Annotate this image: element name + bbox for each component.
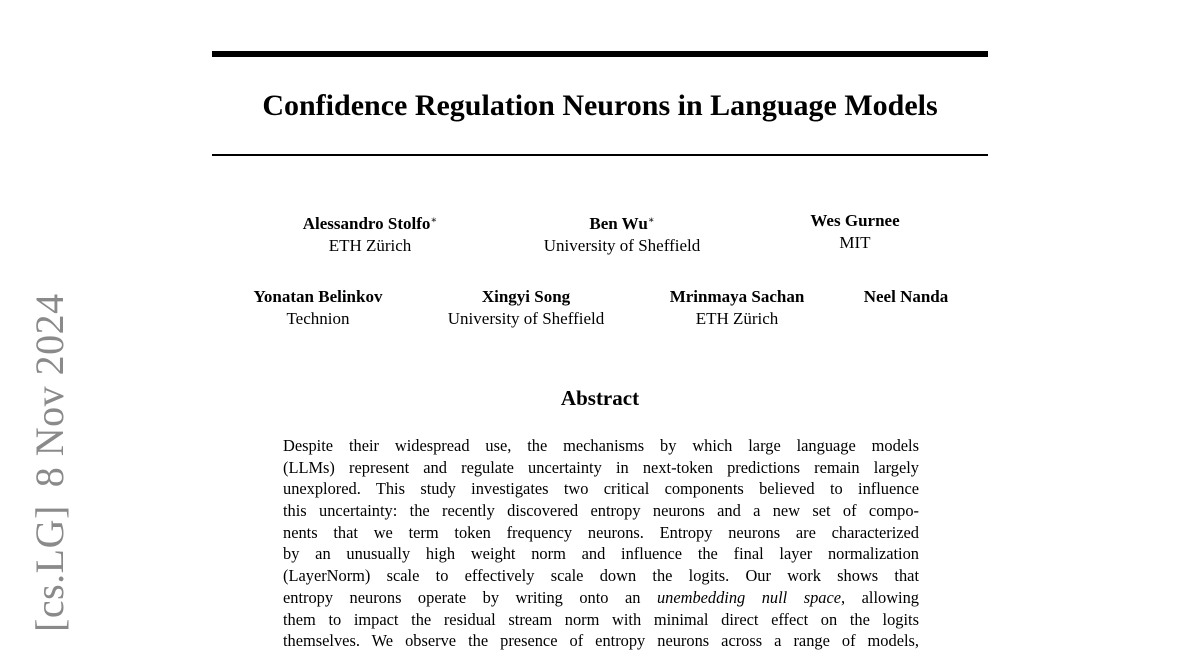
author-name: Ben Wu (589, 214, 648, 233)
author-block (785, 210, 925, 254)
author-affiliation: Technion (286, 309, 350, 328)
author-block (846, 286, 966, 308)
author-name: Alessandro Stolfo (302, 214, 431, 233)
abstract-line (283, 587, 919, 609)
abstract-line: this uncertainty: the recently discovered entropy neurons and a new set of compo- (283, 501, 919, 521)
author-name: Neel Nanda (863, 287, 949, 306)
abstract-line: them to impact the residual stream norm with minimal direct effect on the logits (283, 609, 919, 629)
abstract-heading: Abstract (560, 386, 640, 410)
author-affiliation: University of Sheffield (447, 309, 605, 328)
author-affiliation: ETH Zürich (328, 236, 412, 255)
author-block (238, 286, 398, 330)
equal-contribution-mark: ∗ (430, 215, 438, 226)
abstract-text-segment: , allowing (841, 587, 919, 607)
paper-title: Confidence Regulation Neurons in Language Models (262, 89, 938, 122)
author-block (426, 286, 626, 330)
abstract-line: (LayerNorm) scale to effectively scale down the logits. Our work shows that (283, 566, 919, 586)
author-affiliation: ETH Zürich (695, 309, 779, 328)
abstract-line: Despite their widespread use, the mechanisms by which large language models (283, 436, 919, 455)
abstract-line: (LLMs) represent and regulate uncertainty in next-token predictions remain largely (283, 457, 919, 477)
arxiv-side-stamp (26, 293, 73, 632)
title-top-rule (212, 51, 988, 57)
abstract-text-segment: entropy neurons operate by writing onto an (283, 587, 657, 607)
arxiv-category: [cs.LG] (27, 505, 72, 632)
abstract-line: themselves. We observe the presence of entropy neurons across a range of models, (283, 631, 919, 651)
abstract-line: nents that we term token frequency neurons. Entropy neurons are characterized (283, 522, 919, 542)
author-name: Wes Gurnee (810, 211, 900, 230)
abstract-body (283, 435, 919, 652)
author-block (652, 286, 822, 330)
author-name: Mrinmaya Sachan (669, 287, 805, 306)
arxiv-date: 8 Nov 2024 (27, 293, 72, 488)
author-affiliation: MIT (839, 233, 871, 252)
equal-contribution-mark: ∗ (647, 215, 655, 226)
abstract-emphasis: unembedding null space (656, 587, 842, 607)
abstract-line: unexplored. This study investigates two critical components believed to influence (283, 479, 919, 499)
title-bottom-rule (212, 154, 988, 156)
author-block (270, 210, 470, 257)
author-block (512, 210, 732, 257)
author-name: Yonatan Belinkov (253, 287, 383, 306)
author-affiliation: University of Sheffield (543, 236, 701, 255)
author-name: Xingyi Song (481, 287, 571, 306)
abstract-line: by an unusually high weight norm and influence the final layer normalization (283, 544, 919, 564)
